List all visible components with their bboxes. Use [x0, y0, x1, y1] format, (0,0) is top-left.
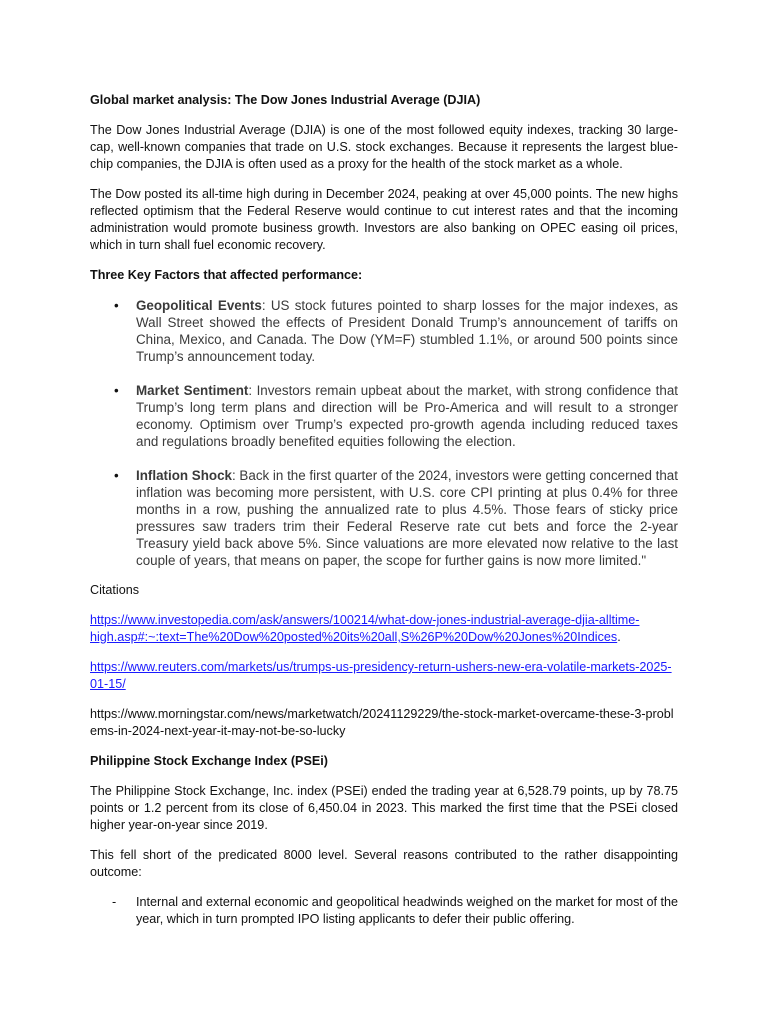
factor-item-inflation-shock [90, 467, 678, 569]
citation-reuters [90, 659, 678, 693]
dash-marker: - [112, 895, 117, 909]
document-content [90, 92, 678, 928]
psei-paragraph-1: The Philippine Stock Exchange, Inc. index (PSEi) ended the trading year at 6,528.79 points, up by 78.75 points or 1.2 percent from its close of 6,450.04 in 2023. This marked the first time that the PSEi closed higher year-on-year since 2019. [90, 784, 678, 832]
djia-title: Global market analysis: The Dow Jones Industrial Average (DJIA) [90, 93, 481, 107]
factors-heading: Three Key Factors that affected performance: [90, 268, 363, 282]
citations-label: Citations [90, 583, 139, 597]
factor-term: Market Sentiment [136, 383, 249, 398]
psei-reason-text: Internal and external economic and geopolitical headwinds weighed on the market for most of the year, which in turn prompted IPO listing applicants to defer their public offering. [136, 895, 678, 926]
factor-item-geopolitical [90, 297, 678, 365]
factor-text: : Investors remain upbeat about the market, with strong confidence that Trump’s long term plans and direction will be Pro-America and will result to a stronger economy. Optimism over Trump’s expected pro-growth agenda including reduced taxes and regulations broadly benefited equities following the election. [136, 383, 678, 449]
factor-text: : US stock futures pointed to sharp losses for the major indexes, as Wall Street showed the effects of President Donald Trump’s announcement of tariffs on China, Mexico, and Canada. The Dow (YM=F) stumbled 1.1%, or around 500 points since Trump’s announcement today. [136, 298, 678, 364]
bullet-marker: • [114, 468, 119, 483]
citation-investopedia [90, 612, 678, 646]
citation-link-line-2: high.asp#:~:text=The%20Dow%20posted%20its%20all,S%26P%20Dow%20Jones%20Indices [90, 630, 618, 644]
psei-title: Philippine Stock Exchange Index (PSEi) [90, 754, 328, 768]
factor-term: Geopolitical Events [136, 298, 262, 313]
psei-paragraph-2: This fell short of the predicated 8000 level. Several reasons contributed to the rather disappointing outcome: [90, 848, 678, 879]
bullet-marker: • [114, 383, 119, 398]
psei-reason-item [90, 894, 678, 928]
factor-term: Inflation Shock [136, 468, 232, 483]
djia-intro-paragraph: The Dow Jones Industrial Average (DJIA) is one of the most followed equity indexes, tracking 30 large-cap, well-known companies that trade on U.S. stock exchanges. Because it represents the largest blue-chip companies, the DJIA is often used as a proxy for the health of the stock market as a whole. [90, 123, 678, 171]
citation-link-reuters[interactable]: https://www.reuters.com/markets/us/trumps-us-presidency-return-ushers-new-era-volatile-markets-2025-01-15/ [90, 660, 672, 691]
citation-suffix: . [617, 630, 621, 644]
citation-link-line-1: https://www.investopedia.com/ask/answers/100214/what-dow-jones-industrial-average-djia-alltime- [90, 613, 640, 627]
psei-reasons-list [90, 894, 678, 928]
factor-item-market-sentiment [90, 382, 678, 450]
factors-list [90, 297, 678, 569]
djia-all-time-high-paragraph: The Dow posted its all-time high during in December 2024, peaking at over 45,000 points. The new highs reflected optimism that the Federal Reserve would continue to cut interest rates and that the incoming administration would promote business growth. Investors are also banking on OPEC easing oil prices, which in turn shall fuel economic recovery. [90, 187, 678, 252]
citation-morningstar: https://www.morningstar.com/news/marketwatch/20241129229/the-stock-market-overcame-these-3-problems-in-2024-next-year-it-may-not-be-so-lucky [90, 707, 674, 738]
bullet-marker: • [114, 298, 119, 313]
factor-text: : Back in the first quarter of the 2024, investors were getting concerned that inflation was becoming more persistent, with U.S. core CPI printing at plus 0.4% for three months in a row, pushing the annualized rate to plus 4.5%. Those fears of sticky price pressures saw traders trim their Federal Reserve rate cut bets and force the 2-year Treasury yield back above 5%. Since valuations are more elevated now relative to the last couple of years, that means on paper, the scope for further gains is now more limited." [136, 468, 678, 568]
citation-link-investopedia[interactable] [90, 613, 639, 644]
